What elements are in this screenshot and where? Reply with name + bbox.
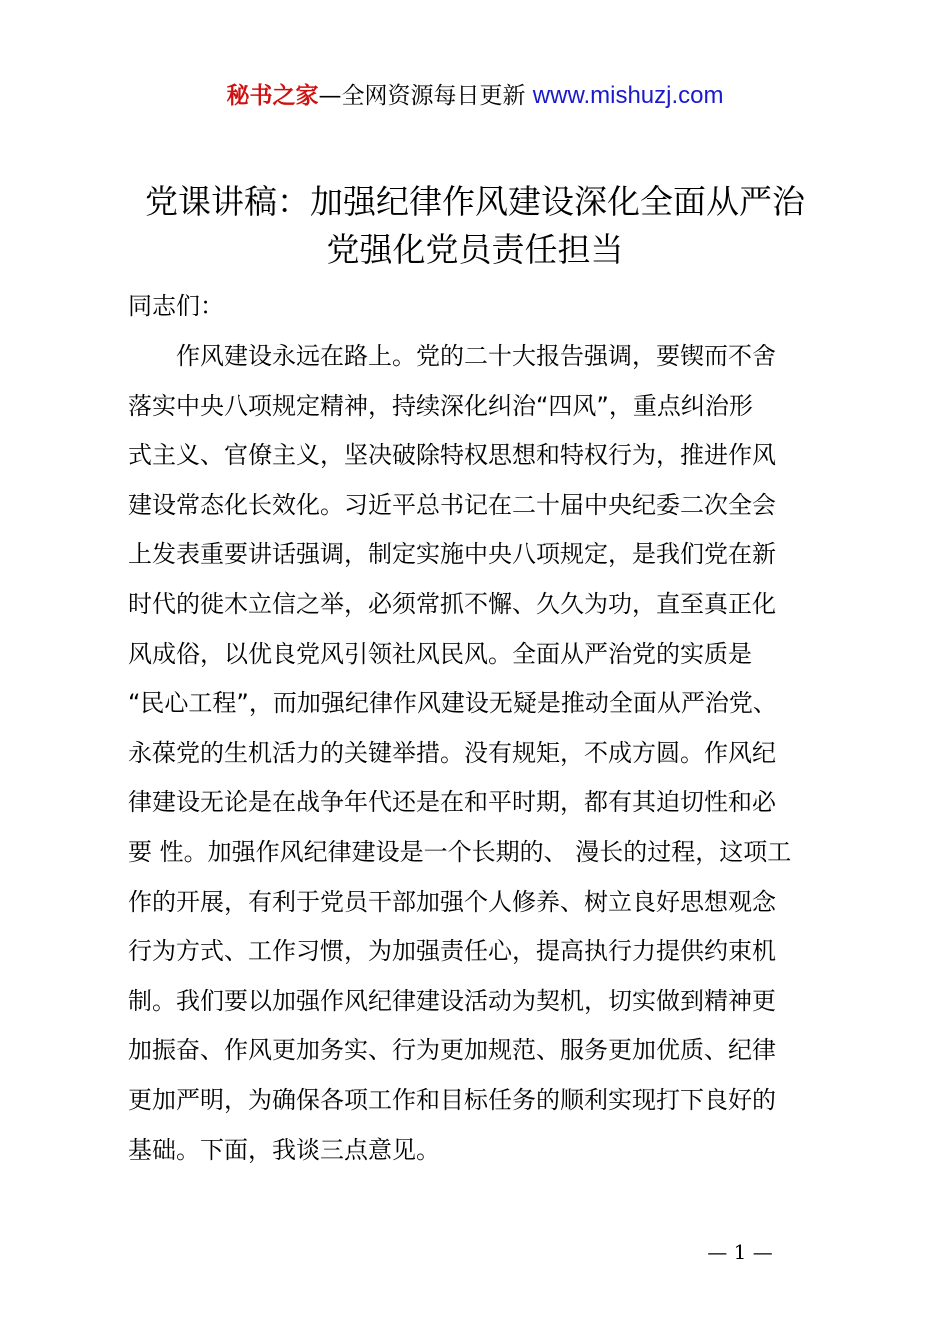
site-banner (0, 80, 950, 112)
page-number: — 1 — (707, 1240, 773, 1264)
paragraph-line: 时代的徙木立信之举，必须常抓不懈、久久为功，直至真正化 (128, 589, 776, 618)
paragraph-line: 基础。下面，我谈三点意见。 (128, 1135, 440, 1164)
paragraph-line: 加振奋、作风更加务实、行为更加规范、服务更加优质、纪律 (128, 1036, 776, 1065)
document-title (100, 178, 850, 274)
paragraph-line: 式主义、官僚主义，坚决破除特权思想和特权行为，推进作风 (128, 441, 776, 470)
salutation: 同志们： (128, 292, 224, 320)
paragraph-line: 落实中央八项规定精神，持续深化纠治“四风”，重点纠治形 (128, 391, 753, 420)
paragraph-line: 永葆党的生机活力的关键举措。没有规矩，不成方圆。作风纪 (128, 738, 776, 767)
body-paragraph (128, 332, 840, 1175)
paragraph-line: 作风建设永远在路上。党的二十大报告强调，要锲而不舍 (128, 342, 776, 370)
paragraph-line: 行为方式、工作习惯，为加强责任心，提高执行力提供约束机 (128, 937, 776, 966)
paragraph-line: 律建设无论是在战争年代还是在和平时期，都有其迫切性和必 (128, 788, 776, 817)
paragraph-line: 上发表重要讲话强调，制定实施中央八项规定，是我们党在新 (128, 540, 776, 569)
title-line: 党课讲稿：加强纪律作风建设深化全面从严治 (145, 182, 805, 221)
paragraph-line: 建设常态化长效化。习近平总书记在二十届中央纪委二次全会 (128, 490, 776, 519)
paragraph-line: “民心工程”，而加强纪律作风建设无疑是推动全面从严治党、 (128, 689, 777, 718)
paragraph-line: 风成俗，以优良党风引领社风民风。全面从严治党的实质是 (128, 639, 752, 668)
site-brand: 秘书之家 (226, 83, 319, 109)
paragraph-line: 更加严明，为确保各项工作和目标任务的顺利实现打下良好的 (128, 1085, 776, 1114)
site-url-link[interactable]: www.mishuzj.com (532, 82, 724, 109)
paragraph-line: 要 性。加强作风纪律建设是一个长期的、 漫长的过程，这项工 (128, 837, 792, 866)
paragraph-line: 作的开展，有利于党员干部加强个人修养、树立良好思想观念 (128, 887, 776, 916)
site-tagline: —全网资源每日更新 (318, 83, 533, 109)
title-line: 党强化党员责任担当 (326, 230, 624, 269)
paragraph-line: 制。我们要以加强作风纪律建设活动为契机，切实做到精神更 (128, 986, 776, 1015)
